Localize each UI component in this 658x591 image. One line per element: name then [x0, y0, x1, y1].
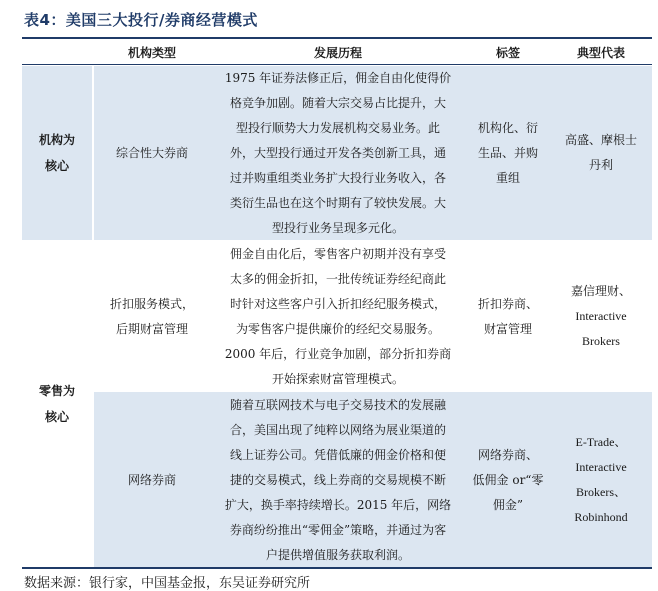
- bottom-rule: [22, 567, 652, 569]
- row2-type: 折扣服务模式， 后期财富管理: [109, 296, 194, 336]
- table-title: 表4：美国三大投行/券商经营模式: [24, 11, 258, 29]
- header-type: 机构类型: [127, 45, 176, 60]
- group-label-retail: 零售为 核心: [38, 384, 75, 424]
- row2-history: 佣金自由化后，零售客户初期并没有享受 太多的佣金折扣，一批传统证券经纪商此 时针对这些客户引入折扣经纪服务模式， 为零售客户提供廉价的经纪交易服务。 2000 年后，行业竞争加剧，部分折扣券商 开始探索财富管理模式。: [224, 246, 452, 386]
- source-note: 数据来源：银行家，中国基金报，东吴证券研究所: [24, 576, 311, 591]
- row2-representative: 嘉信理财、 Interactive Brokers: [570, 284, 631, 348]
- row3-tags: 网络券商、 低佣金 or“零 佣金”: [472, 447, 544, 512]
- row1-representative: 高盛、摩根士 丹利: [564, 133, 637, 172]
- top-rule: [22, 37, 652, 39]
- row1-type: 综合性大券商: [115, 145, 188, 160]
- row3-history: 随着互联网技术与电子交易技术的发展融 合，美国出现了纯粹以网络为展业渠道的 线上证券公司。凭借低廉的佣金价格和便 捷的交易模式，线上券商的交易规模不断 扩大，换手率持续增长。2015 年后，网络 券商纷纷推出“零佣金”策略，并通过为客 户提供增值服务获取利润。: [224, 397, 452, 562]
- row3-representative: E-Trade、 Interactive Brokers、 Robinhond: [574, 435, 628, 524]
- row1-history: 1975 年证券法修正后，佣金自由化使得价 格竞争加剧。随着大宗交易占比提升，大 型投行顺势大力发展机构交易业务。此 外，大型投行通过开发各类创新工具，通 过并购重组类业务扩大投行业务收入，各 类衍生品也在这个时期有了较快发展。大 型投行业务呈现多元化。: [224, 70, 452, 235]
- row3-type: 网络券商: [127, 472, 176, 487]
- row1-tags: 机构化、衍 生品、并购 重组: [477, 120, 538, 185]
- header-tags: 标签: [495, 45, 520, 60]
- row2-tags: 折扣券商、 财富管理: [477, 296, 538, 336]
- header-history: 发展历程: [313, 45, 362, 60]
- group-label-institution: 机构为 核心: [38, 133, 75, 173]
- header-representative: 典型代表: [576, 45, 625, 60]
